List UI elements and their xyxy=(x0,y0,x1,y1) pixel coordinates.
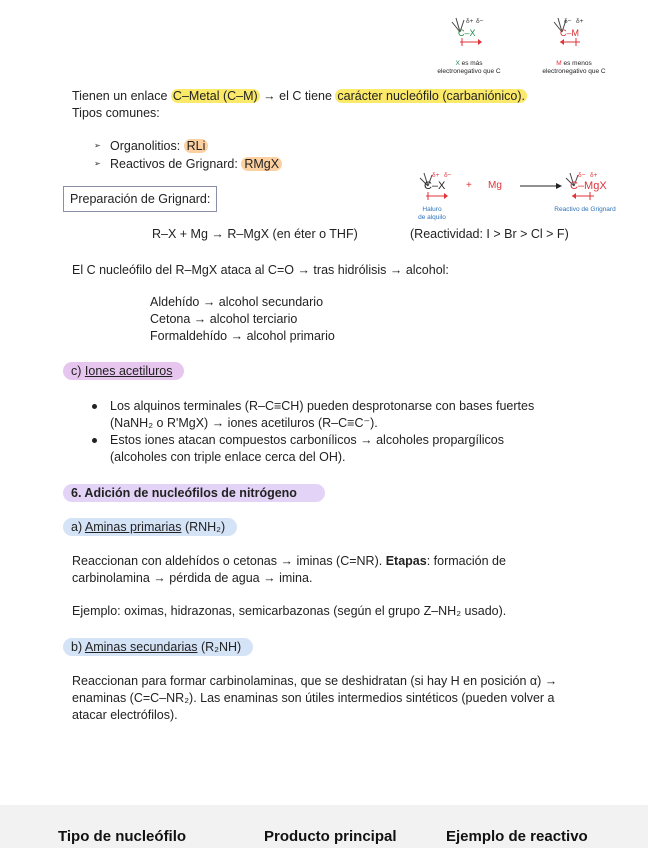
cx-caption xyxy=(424,60,514,76)
grignard-plus: + xyxy=(466,180,472,191)
product-ketone: Cetona → alcohol terciario xyxy=(150,312,298,326)
product-formaldehyde: Formaldehído → alcohol primario xyxy=(150,329,335,343)
section-b-heading xyxy=(63,638,253,656)
table-header-nucleophile-type: Tipo de nucleófilo xyxy=(58,828,187,845)
acetylide-bullet-1-line2: (NaNH₂ o R'MgX) → iones acetiluros (R–C≡C⁻). xyxy=(110,416,378,430)
example-text: Ejemplo: oximas, hidrazonas, semicarbazonas (según el grupo Z–NH₂ usado). xyxy=(72,604,507,618)
grignard-delta-plus: δ+ xyxy=(432,172,440,179)
intro-part2: → el C tiene xyxy=(259,89,336,103)
section-c-title: Iones acetiluros xyxy=(84,364,173,378)
cm-formula: C–M xyxy=(560,28,580,38)
type-organolithium-label: Organolitios: xyxy=(110,139,184,153)
primary-text-bold: Etapas xyxy=(385,554,427,568)
secondary-text-line2: enaminas (C=C–NR₂). Las enaminas son útiles intermedios sintéticos (pueden volver a xyxy=(72,691,555,705)
cm-caption xyxy=(528,60,620,76)
grignard-product-formula: C–MgX xyxy=(570,180,607,192)
primary-text-part1: Reaccionan con aldehídos o cetonas → iminas (C=NR). xyxy=(72,554,386,568)
section-c-prefix: c) xyxy=(71,364,85,378)
arrowhead-bullet-icon: ➢ xyxy=(94,141,101,150)
cx-formula: C–X xyxy=(458,28,476,38)
table-header-main-product: Producto principal xyxy=(264,828,397,845)
type-organolithium xyxy=(110,138,208,155)
section-6-heading: 6. Adición de nucleófilos de nitrógeno xyxy=(63,484,325,502)
intro-types-label: Tipos comunes: xyxy=(72,106,160,120)
polarity-diagram-cm xyxy=(534,12,614,82)
cm-caption-line2: electronegativo que C xyxy=(542,68,606,75)
cx-caption-text: es más xyxy=(459,60,483,67)
primary-text-part2: : formación de xyxy=(426,554,506,568)
grignard-equation: R–X + Mg → R–MgX (en éter o THF) xyxy=(152,227,358,241)
grignard-delta-minus: δ− xyxy=(444,172,452,179)
section-a-suffix: (RNH₂) xyxy=(181,520,226,534)
product-aldehyde: Aldehído → alcohol secundario xyxy=(150,295,324,309)
type-grignard xyxy=(110,156,282,173)
section-a-heading xyxy=(63,518,237,536)
intro-line xyxy=(72,88,527,105)
intro-part1: Tienen un enlace xyxy=(72,89,171,103)
acetylide-bullet-1-line1: Los alquinos terminales (R–C≡CH) pueden desprotonarse con bases fuertes xyxy=(110,399,535,413)
section-a-prefix: a) xyxy=(71,520,85,534)
grignard-product-delta-minus: δ− xyxy=(578,172,586,179)
section-a-title: Aminas primarias xyxy=(84,520,182,534)
table-header-reagent-example: Ejemplo de reactivo xyxy=(446,828,588,845)
highlight-c-metal: C–Metal (C–M) xyxy=(172,89,258,103)
secondary-text-line1: Reaccionan para formar carbinolaminas, que se deshidratan (si hay H en posición α) → xyxy=(72,674,558,688)
grignard-product-delta-plus: δ+ xyxy=(590,172,598,179)
type-grignard-label: Reactivos de Grignard: xyxy=(110,157,242,171)
highlight-nucleophilic: carácter nucleófilo (carbaniónico). xyxy=(337,89,525,103)
attack-text: El C nucleófilo del R–MgX ataca al C=O → tras hidrólisis → alcohol: xyxy=(72,263,449,277)
tag-rli: RLi xyxy=(184,139,209,153)
section-c-heading xyxy=(63,362,184,380)
arrowhead-bullet-icon: ➢ xyxy=(94,159,101,168)
cx-caption-line2: electronegativo que C xyxy=(437,68,501,75)
bullet-dot-icon xyxy=(92,438,97,443)
cm-delta-minus: δ− xyxy=(564,18,572,25)
grignard-reaction-diagram xyxy=(408,168,628,228)
acetylide-bullet-2-line2: (alcoholes con triple enlace cerca del OH). xyxy=(110,450,346,464)
grignard-mg: Mg xyxy=(488,180,502,191)
grignard-title-box: Preparación de Grignard: xyxy=(63,186,217,212)
cm-caption-text: es menos xyxy=(561,60,592,67)
grignard-reactant-formula: C–X xyxy=(424,180,446,192)
secondary-text-line3: atacar electrófilos). xyxy=(72,708,178,722)
primary-text-line2: carbinolamina → pérdida de agua → imina. xyxy=(72,571,313,585)
polarity-diagram-cx xyxy=(430,12,506,82)
acetylide-bullet-2-line1: Estos iones atacan compuestos carbonílicos → alcoholes propargílicos xyxy=(110,433,504,447)
grignard-reactivity: (Reactividad: I > Br > Cl > F) xyxy=(410,227,569,241)
grignard-label-reactant-1: Haluro xyxy=(422,206,442,213)
grignard-label-product: Reactivo de Grignard xyxy=(554,206,616,213)
grignard-label-reactant xyxy=(408,206,456,222)
section-b-prefix: b) xyxy=(71,640,85,654)
cm-delta-plus: δ+ xyxy=(576,18,584,25)
cm-caption-atom: M xyxy=(556,60,562,67)
primary-text-line1 xyxy=(72,553,506,570)
section-b-suffix: (R₂NH) xyxy=(197,640,242,654)
cx-caption-atom: X xyxy=(455,60,460,67)
grignard-label-reactant-2: de alquilo xyxy=(418,214,446,221)
bullet-dot-icon xyxy=(92,404,97,409)
cx-delta-minus: δ− xyxy=(476,18,484,25)
cx-delta-plus: δ+ xyxy=(466,18,474,25)
section-b-title: Aminas secundarias xyxy=(84,640,198,654)
tag-rmgx: RMgX xyxy=(241,157,282,171)
